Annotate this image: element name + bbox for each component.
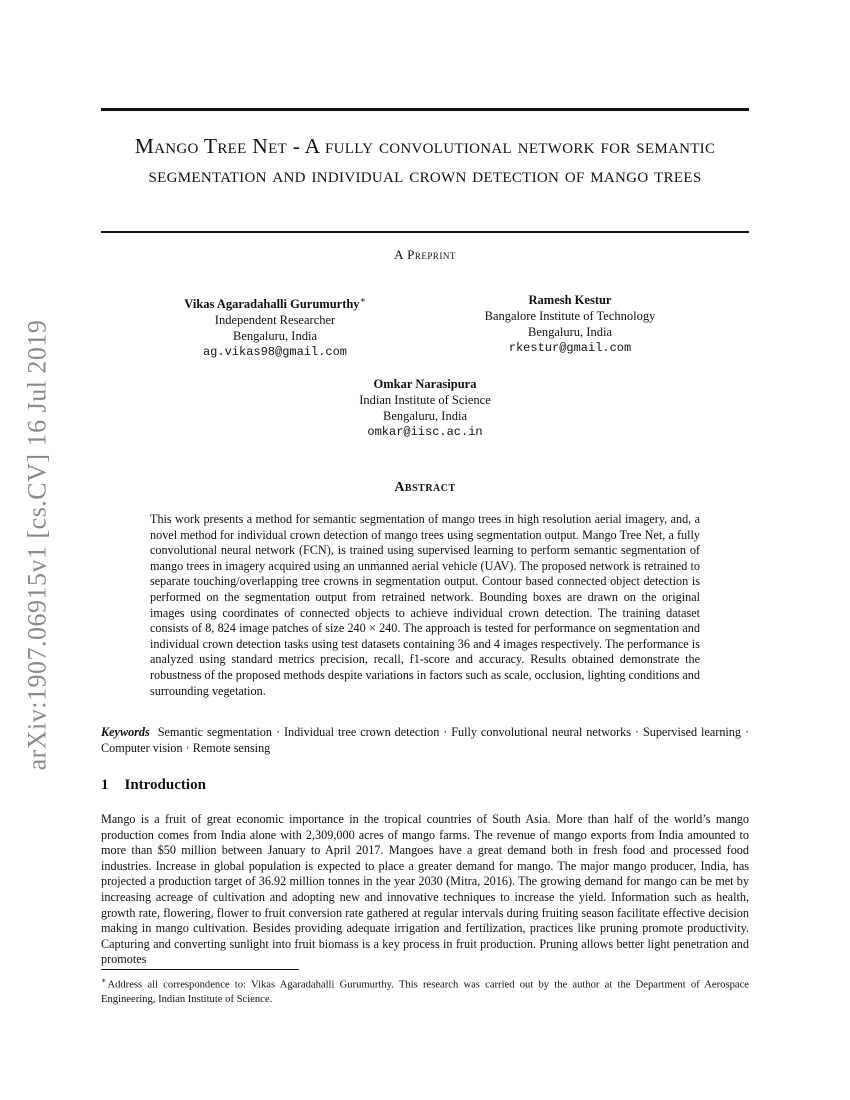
abstract-heading: Abstract [394,480,456,495]
arxiv-identifier-text: arXiv:1907.06915v1 [cs.CV] 16 Jul 2019 [22,319,52,771]
paper-title: Mango Tree Net - A fully convolutional network for semantic segmentation and individual crown detection of mango trees [134,134,716,187]
keywords-label: Keywords [101,725,150,739]
abstract-text: This work presents a method for semantic segmentation of mango trees in high resolution aerial imagery, and, a novel method for individual crown detection of mango trees using segmentation output. Mango Tree Net, a fully convolutional neural network (FCN), is trained using supervised learning to perform semantic segmentation of mango trees in imagery acquired using an unmanned aerial vehicle (UAV). The proposed network is retrained to separate touching/overlapping tree crowns in segmentation output. Contour based connected object detection is performed on the segmentation output from retrained network. Bounding boxes are drawn on the original images using coordinates of connected objects to achieve individual crown detection. The training dataset consists of 8, 824 image patches of size 240 × 240. The approach is tested for performance on segmentation and individual crown detection tasks using test datasets containing 36 and 4 images respectively. The performance is analyzed using standard metrics precision, recall, f1-score and accuracy. Results obtained demonstrate the robustness of the proposed methods despite variations in factors such as scale, occlusion, lighting conditions and surrounding vegetation. [150,512,700,698]
author-block-2 [450,292,690,356]
author-location: Bengaluru, India [382,409,467,423]
author-name: Omkar Narasipura [373,377,477,391]
footnote [101,974,749,1007]
keywords-paragraph [101,725,749,756]
author-location: Bengaluru, India [232,329,317,344]
author-email[interactable]: omkar@iisc.ac.in [367,425,483,439]
footnote-rule [101,969,299,970]
footnote-text: Address all correspondence to: Vikas Agaradahalli Gurumurthy. This research was carried out by the author at the Department of Aerospace Engineering, Indian Institute of Science. [101,979,749,1005]
section-number: 1 [101,777,109,793]
keywords-text: Semantic segmentation · Individual tree crown detection · Fully convolutional neural networks · Supervised learning · Computer vision · Remote sensing [101,725,750,755]
author-location: Bengaluru, India [527,325,612,339]
author-email[interactable]: ag.vikas98@gmail.com [202,345,348,360]
title-rule-bottom [101,231,749,233]
author-email[interactable]: rkestur@gmail.com [508,341,632,355]
section-title: Introduction [124,777,206,793]
author-affiliation: Independent Researcher [214,313,336,328]
footnote-marker: ∗ [101,976,107,985]
preprint-label: A Preprint [394,247,456,262]
author-affiliation: Indian Institute of Science [359,393,491,407]
author-name: Ramesh Kestur [528,293,612,307]
author-name: Vikas Agaradahalli Gurumurthy∗ [184,295,366,312]
title-rule-top [101,108,749,111]
author-block-3 [300,376,550,440]
introduction-text: Mango is a fruit of great economic importance in the tropical countries of South Asia. More than half of the world’s mango production comes from India alone with 2,309,000 acres of mango farms. The revenue of mango exports from India amounted to more than $50 million between January to April 2017. Mangoes have a great demand both in fresh food and processed food industries. Increase in global population is expected to place a greater demand for mango. The major mango producer, India, has projected a production target of 36.92 million tonnes in the year 2030 (Mitra, 2016). The growing demand for mango can be met by increasing acreage of cultivation and adopting new and innovative techniques to increase the yield. Information such as health, growth rate, flowering, flower to fruit conversion rate gathered at regular intervals during fruiting season facilitate effective decision making in mango cultivation. Besides providing adequate irrigation and fertilization, practices like pruning promote productivity. Capturing and converting sunlight into fruit biomass is a key process in fruit production. Pruning allows better light penetration and promotes [101,812,749,967]
author-block-1 [150,292,400,360]
author-affiliation: Bangalore Institute of Technology [484,309,656,323]
section-heading [101,777,206,794]
arxiv-identifier-stamp [22,300,52,790]
